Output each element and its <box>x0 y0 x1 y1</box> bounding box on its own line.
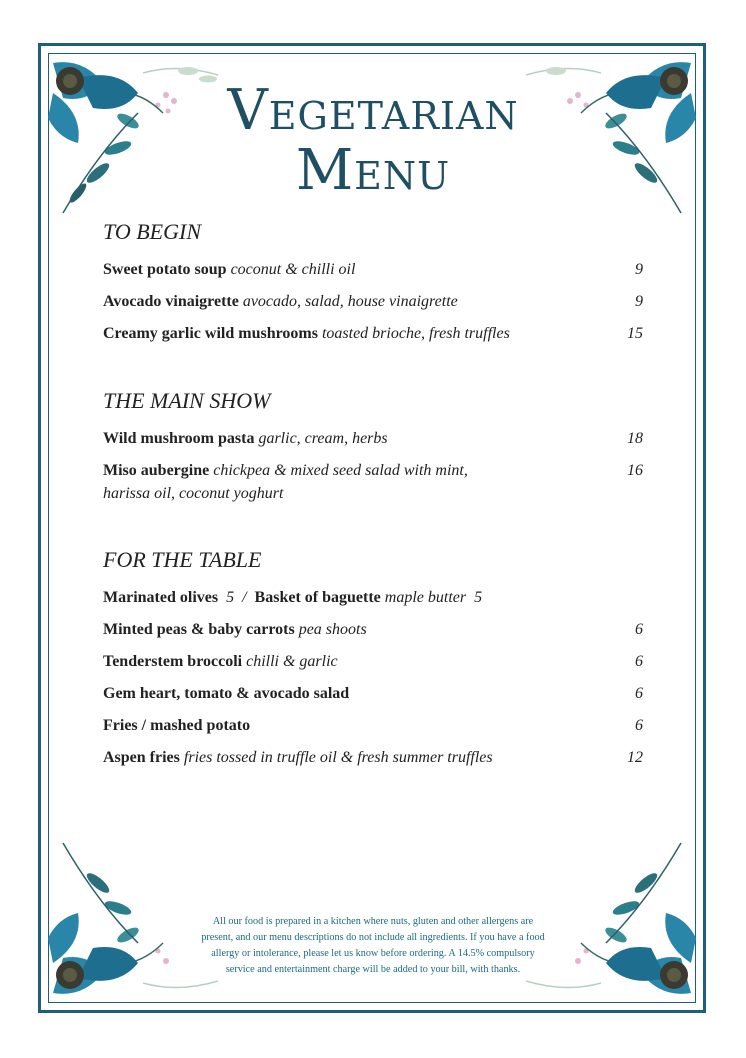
item-price-inline-2: 5 <box>474 589 483 606</box>
item-price: 6 <box>635 685 643 702</box>
item-name: Creamy garlic wild mushrooms <box>103 325 318 342</box>
item-name: Aspen fries <box>103 749 180 766</box>
allergen-note-line: All our food is prepared in a kitchen where nuts, gluten and other allergens are <box>212 916 534 927</box>
item-desc: coconut & chilli oil <box>230 261 356 278</box>
item-desc-2: maple butter <box>384 589 467 606</box>
title-cap-m: M <box>295 138 355 203</box>
page-title-line2 <box>0 138 746 203</box>
item-price: 12 <box>627 749 643 766</box>
item-desc: fries tossed in truffle oil & fresh summer truffles <box>183 749 493 766</box>
item-name: Marinated olives <box>103 589 219 606</box>
item-desc: chickpea & mixed seed salad with mint, <box>213 462 468 479</box>
section-heading: TO BEGIN <box>103 219 201 244</box>
allergen-note-line: service and entertainment charge will be added to your bill, with thanks. <box>225 964 521 975</box>
item-name: Wild mushroom pasta <box>103 430 255 447</box>
item-price: 15 <box>627 325 643 342</box>
menu-item <box>103 258 643 281</box>
menu-item <box>103 427 643 450</box>
page-title-line1 <box>0 78 746 143</box>
menu-item <box>103 618 643 641</box>
menu-item <box>103 586 643 609</box>
menu-item <box>103 746 643 769</box>
item-price: 16 <box>627 462 643 479</box>
item-price: 6 <box>635 621 643 638</box>
menu-item <box>103 290 643 313</box>
item-desc: pea shoots <box>298 621 367 638</box>
title-rest-1: EGETARIAN <box>268 94 519 138</box>
item-price: 9 <box>635 261 643 278</box>
item-name: Miso aubergine <box>103 462 210 479</box>
allergen-note-line: allergy or intolerance, please let us know before ordering. A 14.5% compulsory <box>211 948 535 959</box>
section-heading: FOR THE TABLE <box>103 547 262 572</box>
item-price: 18 <box>627 430 643 447</box>
item-price-inline: 5 <box>226 589 235 606</box>
section-heading: THE MAIN SHOW <box>103 388 271 413</box>
item-desc: chilli & garlic <box>246 653 338 670</box>
item-name: Avocado vinaigrette <box>103 293 239 310</box>
item-separator: / <box>242 589 247 606</box>
title-cap-v: V <box>227 78 269 143</box>
item-name: Gem heart, tomato & avocado salad <box>103 685 350 702</box>
menu-item <box>103 322 643 345</box>
item-name-2: Basket of baguette <box>254 589 381 606</box>
item-desc: garlic, cream, herbs <box>258 430 388 447</box>
title-rest-2: ENU <box>354 154 451 198</box>
menu-item <box>103 650 643 673</box>
item-desc: avocado, salad, house vinaigrette <box>242 293 458 310</box>
menu-item <box>103 682 643 705</box>
allergen-note <box>170 914 576 978</box>
item-name: Sweet potato soup <box>103 261 227 278</box>
item-price: 9 <box>635 293 643 310</box>
item-name: Fries / mashed potato <box>103 717 251 734</box>
item-price: 6 <box>635 653 643 670</box>
item-name: Minted peas & baby carrots <box>103 621 295 638</box>
item-desc-line2: harissa oil, coconut yoghurt <box>103 485 284 502</box>
menu-item <box>103 714 643 737</box>
menu-item <box>103 459 643 505</box>
item-price: 6 <box>635 717 643 734</box>
allergen-note-line: present, and our menu descriptions do not include all ingredients. If you have a food <box>201 932 545 943</box>
item-name: Tenderstem broccoli <box>103 653 243 670</box>
item-desc: toasted brioche, fresh truffles <box>321 325 510 342</box>
